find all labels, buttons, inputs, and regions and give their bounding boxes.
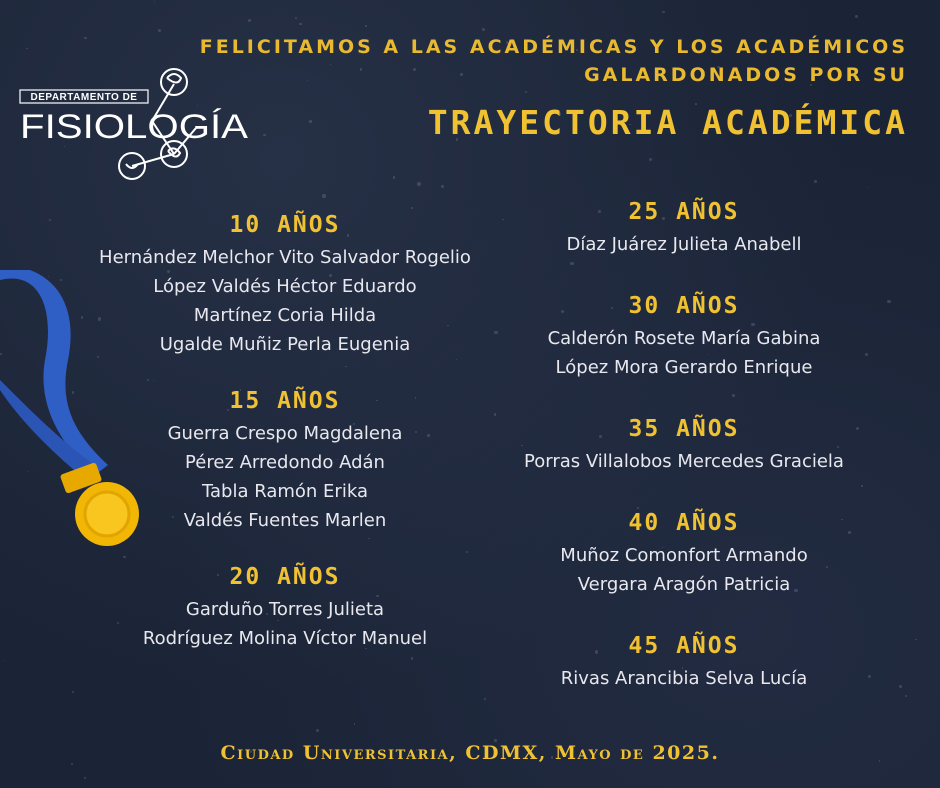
- texture-speck: [84, 37, 86, 39]
- honoree-name: Vergara Aragón Patricia: [577, 574, 791, 595]
- texture-speck: [3, 660, 4, 661]
- honoree-name: López Valdés Héctor Eduardo: [153, 276, 417, 297]
- department-logo: [14, 66, 254, 186]
- texture-speck: [49, 219, 51, 221]
- texture-speck: [322, 194, 325, 197]
- texture-speck: [84, 777, 86, 779]
- group-title: 35 AÑOS: [628, 416, 740, 442]
- texture-speck: [867, 187, 868, 188]
- texture-speck: [417, 182, 420, 185]
- texture-speck: [354, 723, 355, 724]
- texture-speck: [649, 158, 652, 161]
- texture-speck: [482, 28, 485, 31]
- group-title: 20 AÑOS: [229, 564, 341, 590]
- honoree-name: Tabla Ramón Erika: [202, 481, 368, 502]
- texture-speck: [413, 68, 416, 71]
- texture-speck: [307, 80, 308, 81]
- texture-speck: [72, 691, 74, 693]
- page-title: TRAYECTORIA ACADÉMICA: [427, 103, 908, 142]
- texture-speck: [295, 17, 297, 19]
- texture-speck: [365, 25, 367, 27]
- texture-speck: [855, 15, 857, 17]
- texture-speck: [330, 64, 331, 65]
- award-group: [484, 288, 884, 382]
- texture-speck: [299, 23, 302, 26]
- texture-speck: [309, 120, 311, 122]
- award-group: [484, 194, 884, 259]
- honoree-name: Rodríguez Molina Víctor Manuel: [142, 628, 428, 649]
- texture-speck: [662, 11, 665, 14]
- award-group: [484, 411, 884, 476]
- right-column: [484, 194, 884, 722]
- left-column: [60, 207, 510, 677]
- award-group: [60, 207, 510, 359]
- texture-speck: [814, 180, 817, 183]
- texture-speck: [263, 134, 266, 137]
- award-group: [484, 505, 884, 599]
- honoree-name: Ugalde Muñiz Perla Eugenia: [159, 334, 411, 355]
- texture-speck: [905, 695, 907, 697]
- texture-speck: [26, 48, 28, 50]
- honoree-name: Muñoz Comonfort Armando: [560, 545, 808, 566]
- honoree-name: Guerra Crespo Magdalena: [167, 423, 403, 444]
- texture-speck: [915, 639, 917, 641]
- texture-speck: [441, 185, 444, 188]
- logo-top-text: DEPARTAMENTO DE: [30, 92, 138, 103]
- texture-speck: [887, 300, 890, 303]
- texture-speck: [393, 176, 395, 178]
- logo-main-text: FISIOLOGÍA: [20, 108, 249, 146]
- texture-speck: [899, 685, 902, 688]
- texture-speck: [158, 29, 161, 32]
- texture-speck: [248, 19, 251, 22]
- award-group: [60, 559, 510, 653]
- texture-speck: [525, 91, 527, 93]
- honoree-name: Porras Villalobos Mercedes Graciela: [524, 451, 844, 472]
- group-title: 15 AÑOS: [229, 388, 341, 414]
- texture-speck: [580, 78, 581, 79]
- texture-speck: [360, 68, 363, 71]
- honoree-name: Díaz Juárez Julieta Anabell: [566, 234, 802, 255]
- honoree-name: Pérez Arredondo Adán: [185, 452, 385, 473]
- award-group: [484, 628, 884, 693]
- honoree-name: Rivas Arancibia Selva Lucía: [560, 668, 808, 689]
- group-title: 45 AÑOS: [628, 633, 740, 659]
- group-title: 10 AÑOS: [229, 212, 341, 238]
- honoree-name: Valdés Fuentes Marlen: [183, 510, 387, 531]
- texture-speck: [316, 729, 319, 732]
- header-line-2: GALARDONADOS POR SU: [584, 64, 908, 86]
- texture-speck: [460, 73, 463, 76]
- honoree-name: Martínez Coria Hilda: [193, 305, 377, 326]
- group-title: 25 AÑOS: [628, 199, 740, 225]
- award-group: [60, 383, 510, 535]
- group-title: 40 AÑOS: [628, 510, 740, 536]
- footer-text: Ciudad Universitaria, CDMX, Mayo de 2025.: [220, 742, 720, 764]
- honoree-name: Calderón Rosete María Gabina: [547, 328, 821, 349]
- texture-speck: [154, 1, 155, 2]
- group-title: 30 AÑOS: [628, 293, 740, 319]
- honoree-name: López Mora Gerardo Enrique: [555, 357, 813, 378]
- header-line-1: FELICITAMOS A LAS ACADÉMICAS Y LOS ACADÉMICOS: [199, 36, 908, 58]
- honoree-name: Hernández Melchor Vito Salvador Rogelio: [99, 247, 471, 268]
- honoree-name: Garduño Torres Julieta: [185, 599, 385, 620]
